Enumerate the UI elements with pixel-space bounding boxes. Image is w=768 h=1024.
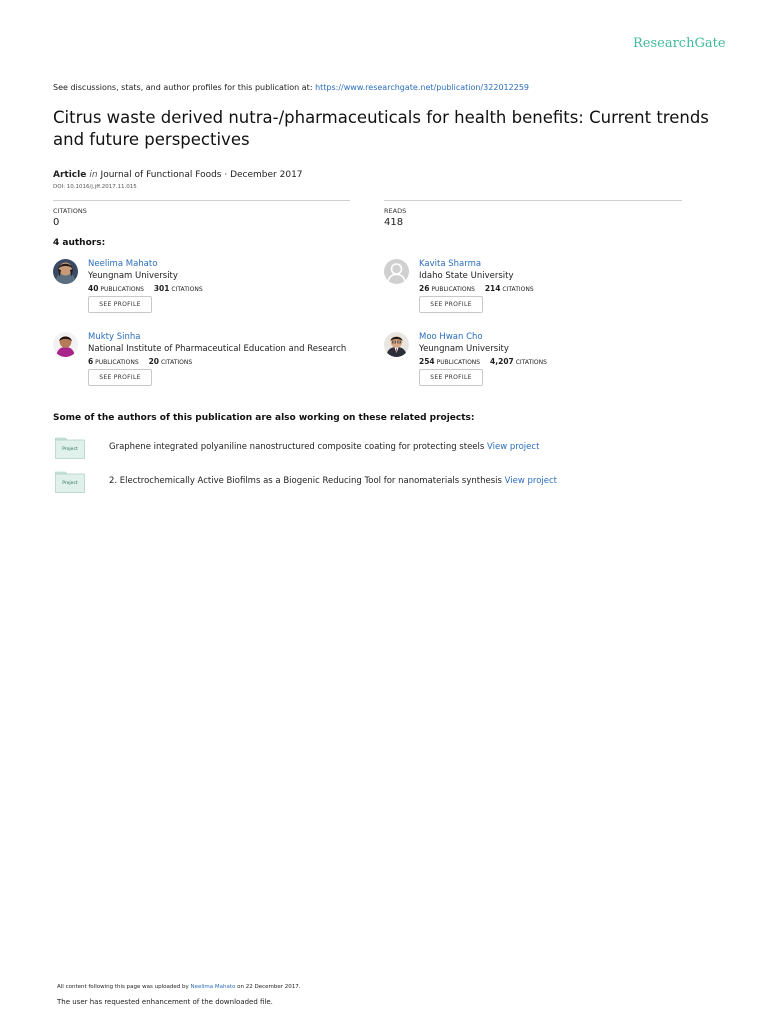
citations-count: 214 <box>484 284 501 293</box>
publications-count: 40 <box>88 284 99 293</box>
see-profile-button[interactable]: SEE PROFILE <box>88 369 152 386</box>
upload-prefix: All content following this page was uploaded by <box>57 984 189 990</box>
author-stats <box>88 357 192 366</box>
journal-and-date: Journal of Functional Foods · December 2017 <box>100 170 303 180</box>
discussions-text: See discussions, stats, and author profiles for this publication at: <box>53 83 313 92</box>
author-card <box>53 259 373 321</box>
authors-heading: 4 authors: <box>53 238 106 248</box>
publications-label: PUBLICATIONS <box>95 359 139 366</box>
doi: DOI: 10.1016/j.jff.2017.11.015 <box>53 184 137 190</box>
publication-title: Citrus waste derived nutra-/pharmaceuticals for health benefits: Current trends and future perspectives <box>53 108 709 149</box>
author-institution: Yeungnam University <box>88 271 178 281</box>
discussions-line <box>53 83 529 92</box>
project-title: Graphene integrated polyaniline nanostructured composite coating for protecting steels <box>109 442 485 452</box>
citations-label: CITATIONS <box>171 286 203 293</box>
citations-count: 301 <box>153 284 170 293</box>
citations-label: CITATIONS <box>160 359 193 366</box>
upload-suffix: on 22 December 2017. <box>237 984 301 990</box>
project-title: 2. Electrochemically Active Biofilms as a Biogenic Reducing Tool for nanomaterials synthesis <box>109 476 502 486</box>
citations-value: 0 <box>53 217 60 228</box>
reads-label: READS <box>384 207 407 215</box>
author-name[interactable]: Mukty Sinha <box>88 332 141 342</box>
author-avatar[interactable] <box>53 259 78 284</box>
see-profile-button[interactable]: SEE PROFILE <box>88 296 152 313</box>
author-avatar[interactable] <box>53 332 78 357</box>
citations-divider <box>53 200 350 201</box>
publication-type: Article <box>53 170 87 180</box>
author-name[interactable]: Kavita Sharma <box>419 259 482 269</box>
researchgate-logo[interactable]: ResearchGate <box>633 36 726 51</box>
project-description <box>109 476 557 486</box>
publications-count: 6 <box>88 357 94 366</box>
see-profile-button[interactable]: SEE PROFILE <box>419 369 483 386</box>
citations-label: CITATIONS <box>502 286 534 293</box>
author-institution: Yeungnam University <box>419 344 509 354</box>
enhancement-note: The user has requested enhancement of the downloaded file. <box>57 998 273 1006</box>
author-institution: Idaho State University <box>419 271 514 281</box>
project-folder-label: Project <box>62 481 78 486</box>
project-description <box>109 442 539 452</box>
citations-label: CITATIONS <box>53 207 87 215</box>
author-stats <box>419 357 547 366</box>
author-card <box>384 259 704 321</box>
project-row <box>53 471 713 497</box>
upload-note <box>57 984 301 990</box>
author-avatar[interactable] <box>384 332 409 357</box>
reads-value: 418 <box>384 217 404 228</box>
default-user-icon[interactable] <box>384 259 409 284</box>
publications-label: PUBLICATIONS <box>436 359 481 366</box>
view-project-link[interactable]: View project <box>487 442 540 452</box>
publications-label: PUBLICATIONS <box>100 286 144 293</box>
publications-count: 254 <box>419 357 435 366</box>
citations-count: 4,207 <box>490 357 514 366</box>
publication-meta <box>53 170 303 180</box>
author-institution: National Institute of Pharmaceutical Education and Research <box>88 344 347 354</box>
uploader-link[interactable]: Neelima Mahato <box>190 984 236 990</box>
project-folder-icon <box>55 437 85 459</box>
related-projects-heading: Some of the authors of this publication are also working on these related projects: <box>53 413 475 423</box>
author-name[interactable]: Moo Hwan Cho <box>419 332 483 342</box>
publication-url-link[interactable]: https://www.researchgate.net/publication/322012259 <box>315 83 529 92</box>
project-row <box>53 437 713 463</box>
project-folder-label: Project <box>62 447 78 452</box>
project-folder-icon <box>55 471 85 493</box>
author-card <box>384 332 704 394</box>
publications-count: 26 <box>419 284 430 293</box>
see-profile-button[interactable]: SEE PROFILE <box>419 296 483 313</box>
citations-label: CITATIONS <box>515 359 547 366</box>
publications-label: PUBLICATIONS <box>431 286 475 293</box>
author-stats <box>419 284 534 293</box>
view-project-link[interactable]: View project <box>504 476 558 486</box>
author-stats <box>88 284 203 293</box>
citations-count: 20 <box>148 357 160 366</box>
reads-divider <box>384 200 682 201</box>
author-name[interactable]: Neelima Mahato <box>88 259 158 269</box>
in-label: in <box>89 170 98 180</box>
author-card <box>53 332 373 394</box>
